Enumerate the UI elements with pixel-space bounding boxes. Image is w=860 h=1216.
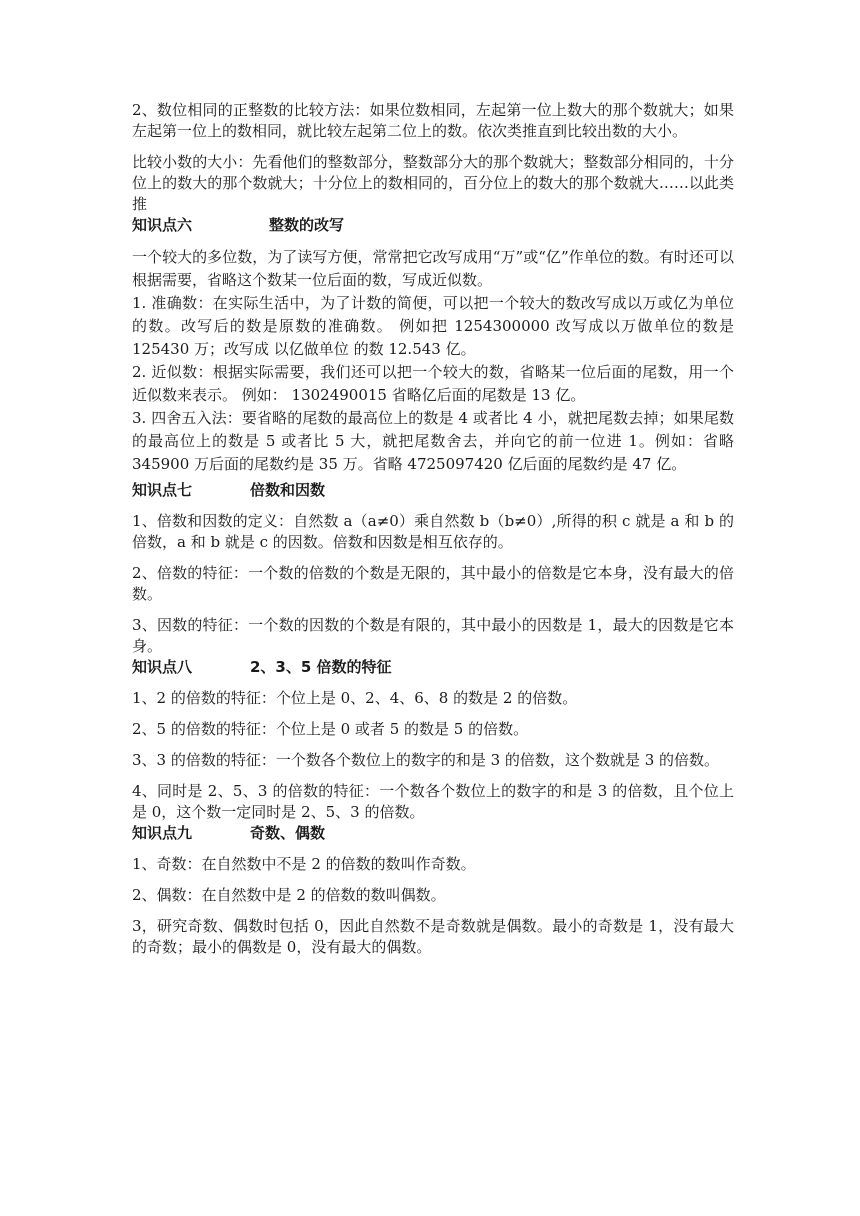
document-body	[132, 100, 734, 958]
section-heading-8	[132, 657, 734, 678]
section-title: 整数的改写	[269, 216, 345, 234]
section-number: 知识点九	[132, 824, 193, 842]
paragraph-multiple-of-2: 1、2 的倍数的特征：个位上是 0、2、4、6、8 的数是 2 的倍数。	[132, 689, 578, 707]
section-heading-7	[132, 480, 734, 501]
paragraph-odd-number: 1、奇数：在自然数中不是 2 的倍数的数叫作奇数。	[132, 855, 476, 873]
section-title: 倍数和因数	[250, 481, 326, 499]
section-title: 2、3、5 倍数的特征	[250, 658, 392, 676]
section-heading-6	[132, 215, 734, 236]
section-6-body	[132, 246, 734, 476]
paragraph-multiple-of-3: 3、3 的倍数的特征：一个数各个数位上的数字的和是 3 的倍数，这个数就是 3 的倍数。	[132, 751, 720, 769]
section-heading-9	[132, 823, 734, 844]
paragraph-compare-integers: 2、数位相同的正整数的比较方法：如果位数相同，左起第一位上数大的那个数就大；如果左起第一位上的数相同，就比较左起第二位上的数。依次类推直到比较出数的大小。	[132, 101, 734, 140]
paragraph-multiple-feature: 2、倍数的特征：一个数的倍数的个数是无限的，其中最小的倍数是它本身，没有最大的倍数。	[132, 564, 734, 603]
section-number: 知识点六	[132, 216, 193, 234]
paragraph-multiple-of-2-5-3: 4、同时是 2、5、3 的倍数的特征：一个数各个数位上的数字的和是 3 的倍数，且个位上是 0，这个数一定同时是 2、5、3 的倍数。	[132, 782, 734, 821]
paragraph-odd-even-notes: 3，研究奇数、偶数时包括 0，因此自然数不是奇数就是偶数。最小的奇数是 1，没有最大的奇数；最小的偶数是 0，没有最大的偶数。	[132, 917, 734, 956]
paragraph-rounding: 3. 四舍五入法：要省略的尾数的最高位上的数是 4 或者比 4 小，就把尾数去掉；如果尾数的最高位上的数是 5 或者比 5 大，就把尾数舍去，并向它的前一位进 1。例如：省略 345900 万后面的尾数约是 35 万。省略 4725097420 亿后面的尾数约是 47 亿。	[132, 409, 734, 473]
section-title: 奇数、偶数	[250, 824, 326, 842]
paragraph-multiple-of-5: 2、5 的倍数的特征：个位上是 0 或者 5 的数是 5 的倍数。	[132, 720, 529, 738]
paragraph-exact-number: 1. 准确数：在实际生活中，为了计数的简便，可以把一个较大的数改写成以万或亿为单位的数。改写后的数是原数的准确数。 例如把 1254300000 改写成以万做单位的数是 125430 万；改写成 以亿做单位 的数 12.543 亿。	[132, 294, 734, 358]
paragraph-factor-feature: 3、因数的特征：一个数的因数的个数是有限的，其中最小的因数是 1，最大的因数是它本身。	[132, 616, 734, 655]
paragraph-even-number: 2、偶数：在自然数中是 2 的倍数的数叫偶数。	[132, 886, 446, 904]
paragraph-approx-number: 2. 近似数：根据实际需要，我们还可以把一个较大的数，省略某一位后面的尾数，用一个近似数来表示。 例如： 1302490015 省略亿后面的尾数是 13 亿。	[132, 363, 734, 404]
paragraph-rewrite-intro: 一个较大的多位数，为了读写方便，常常把它改写成用“万”或“亿”作单位的数。有时还可以根据需要，省略这个数某一位后面的数，写成近似数。	[132, 248, 734, 289]
section-number: 知识点八	[132, 658, 193, 676]
paragraph-multiple-factor-definition: 1、倍数和因数的定义：自然数 a（a≠0）乘自然数 b（b≠0）,所得的积 c 就是 a 和 b 的倍数，a 和 b 就是 c 的因数。倍数和因数是相互依存的。	[132, 512, 734, 551]
section-number: 知识点七	[132, 481, 193, 499]
paragraph-compare-decimals: 比较小数的大小：先看他们的整数部分，整数部分大的那个数就大；整数部分相同的，十分位上的数大的那个数就大；十分位上的数相同的，百分位上的数大的那个数就大……以此类推	[132, 153, 734, 213]
